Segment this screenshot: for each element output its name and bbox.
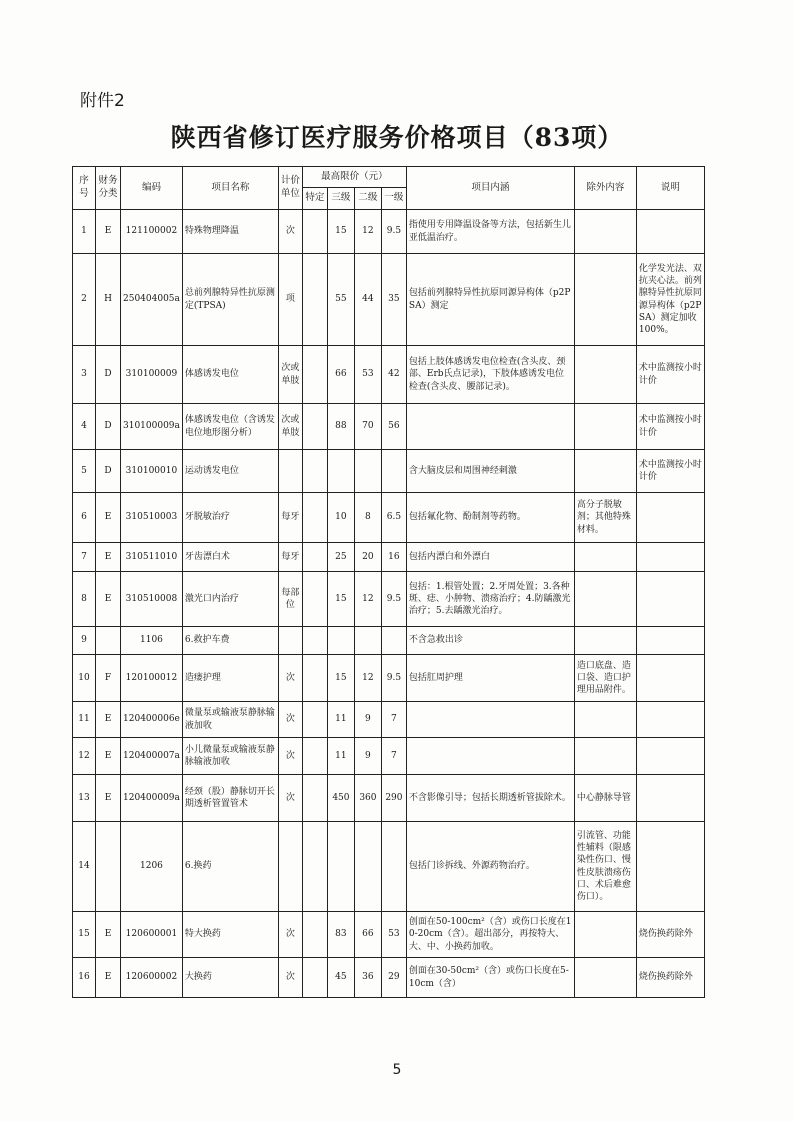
cell-special-price [302, 346, 327, 404]
cell-level3-price [327, 450, 354, 493]
cell-name: 牙齿漂白术 [182, 543, 278, 572]
cell-level3-price: 25 [327, 543, 354, 572]
cell-level3-price: 11 [327, 702, 354, 738]
cell-seq: 9 [73, 627, 96, 655]
col-note: 说明 [636, 167, 704, 210]
cell-category: E [96, 543, 121, 572]
cell-level1-price: 7 [381, 702, 406, 738]
cell-level1-price: 9.5 [381, 655, 406, 702]
cell-except [574, 738, 636, 775]
cell-code: 120400007a [121, 738, 183, 775]
cell-code: 310510003 [121, 493, 183, 543]
cell-name: 总前列腺特异性抗原测定(TPSA) [182, 254, 278, 346]
table-row [73, 210, 705, 254]
cell-note [636, 655, 704, 702]
cell-level2-price: 9 [354, 738, 381, 775]
cell-content [406, 404, 574, 450]
cell-content [406, 702, 574, 738]
cell-category: E [96, 958, 121, 998]
cell-code: 310511010 [121, 543, 183, 572]
cell-seq: 4 [73, 404, 96, 450]
cell-level1-price: 29 [381, 958, 406, 998]
cell-code: 1106 [121, 627, 183, 655]
cell-except: 造口底盘、造口袋、造口护理用品附件。 [574, 655, 636, 702]
table-row [73, 404, 705, 450]
cell-content: 包括上肢体感诱发电位检查(含头皮、颈部、Erb氏点记录)，下肢体感诱发电位检查(含头皮、腰部记录)。 [406, 346, 574, 404]
cell-name: 特大换药 [182, 912, 278, 958]
cell-name: 小儿微量泵或输液泵静脉输液加收 [182, 738, 278, 775]
cell-seq: 2 [73, 254, 96, 346]
cell-name: 大换药 [182, 958, 278, 998]
cell-note: 术中监测按小时计价 [636, 450, 704, 493]
cell-code: 121100002 [121, 210, 183, 254]
table-row [73, 572, 705, 627]
cell-level1-price: 9.5 [381, 572, 406, 627]
cell-level3-price: 55 [327, 254, 354, 346]
cell-seq: 10 [73, 655, 96, 702]
cell-content: 不含急救出诊 [406, 627, 574, 655]
cell-level2-price: 20 [354, 543, 381, 572]
cell-name: 运动诱发电位 [182, 450, 278, 493]
cell-level2-price: 53 [354, 346, 381, 404]
cell-note [636, 543, 704, 572]
cell-seq: 7 [73, 543, 96, 572]
cell-code: 310100009 [121, 346, 183, 404]
cell-level3-price: 15 [327, 210, 354, 254]
cell-special-price [302, 738, 327, 775]
cell-category: E [96, 738, 121, 775]
cell-note [636, 775, 704, 822]
cell-note: 术中监测按小时计价 [636, 346, 704, 404]
cell-name: 牙脱敏治疗 [182, 493, 278, 543]
table-row [73, 627, 705, 655]
page-number: 5 [392, 1062, 402, 1078]
cell-note [636, 738, 704, 775]
cell-level2-price: 360 [354, 775, 381, 822]
cell-unit: 次 [278, 912, 302, 958]
cell-category [96, 627, 121, 655]
cell-special-price [302, 543, 327, 572]
cell-level1-price [381, 627, 406, 655]
cell-special-price [302, 210, 327, 254]
col-unit: 计价单位 [278, 167, 302, 210]
cell-level1-price: 290 [381, 775, 406, 822]
cell-code: 310510008 [121, 572, 183, 627]
cell-level3-price: 11 [327, 738, 354, 775]
table-row [73, 822, 705, 912]
cell-level1-price: 7 [381, 738, 406, 775]
cell-category: E [96, 775, 121, 822]
cell-special-price [302, 958, 327, 998]
table-row [73, 493, 705, 543]
cell-unit: 每牙 [278, 543, 302, 572]
cell-note [636, 702, 704, 738]
cell-except [574, 572, 636, 627]
cell-except [574, 254, 636, 346]
cell-unit: 次或单肢 [278, 346, 302, 404]
table-row [73, 655, 705, 702]
col-except: 除外内容 [574, 167, 636, 210]
cell-level3-price [327, 822, 354, 912]
cell-category: D [96, 404, 121, 450]
cell-content: 包括门诊拆线、外源药物治疗。 [406, 822, 574, 912]
cell-level2-price: 12 [354, 655, 381, 702]
cell-code: 120400009a [121, 775, 183, 822]
cell-except [574, 912, 636, 958]
cell-code: 310100009a [121, 404, 183, 450]
table-row [73, 254, 705, 346]
table-body [73, 210, 705, 998]
table-row [73, 346, 705, 404]
cell-content: 含大脑皮层和周围神经刺激 [406, 450, 574, 493]
cell-level3-price: 450 [327, 775, 354, 822]
cell-note: 术中监测按小时计价 [636, 404, 704, 450]
cell-special-price [302, 254, 327, 346]
col-level1: 一级 [381, 188, 406, 210]
cell-seq: 12 [73, 738, 96, 775]
table-row [73, 702, 705, 738]
cell-name: 6.换药 [182, 822, 278, 912]
cell-category: D [96, 450, 121, 493]
cell-code: 120400006e [121, 702, 183, 738]
cell-unit: 每部位 [278, 572, 302, 627]
cell-special-price [302, 493, 327, 543]
cell-level1-price: 35 [381, 254, 406, 346]
cell-seq: 3 [73, 346, 96, 404]
cell-content: 包括前列腺特异性抗原同源异构体（p2PSA）测定 [406, 254, 574, 346]
cell-note [636, 822, 704, 912]
cell-level3-price: 10 [327, 493, 354, 543]
col-special: 特定 [302, 188, 327, 210]
cell-unit: 次 [278, 655, 302, 702]
cell-except [574, 702, 636, 738]
cell-content: 不含影像引导；包括长期透析管拔除术。 [406, 775, 574, 822]
cell-content: 包括肛周护理 [406, 655, 574, 702]
cell-seq: 14 [73, 822, 96, 912]
cell-level2-price: 36 [354, 958, 381, 998]
cell-unit [278, 822, 302, 912]
cell-unit: 每牙 [278, 493, 302, 543]
cell-code: 310100010 [121, 450, 183, 493]
cell-level3-price: 83 [327, 912, 354, 958]
page-title: 陕西省修订医疗服务价格项目（83项） [170, 123, 624, 152]
cell-name: 激光口内治疗 [182, 572, 278, 627]
cell-seq: 1 [73, 210, 96, 254]
cell-name: 6.救护车费 [182, 627, 278, 655]
cell-seq: 13 [73, 775, 96, 822]
cell-category: H [96, 254, 121, 346]
cell-name: 体感诱发电位（含诱发电位地形图分析） [182, 404, 278, 450]
cell-except [574, 958, 636, 998]
cell-category: E [96, 572, 121, 627]
cell-note [636, 627, 704, 655]
cell-except [574, 450, 636, 493]
cell-level2-price: 12 [354, 572, 381, 627]
cell-unit: 次 [278, 958, 302, 998]
cell-level1-price: 53 [381, 912, 406, 958]
cell-special-price [302, 822, 327, 912]
cell-name: 经颈（股）静脉切开长期透析管置管术 [182, 775, 278, 822]
cell-note [636, 493, 704, 543]
cell-unit: 项 [278, 254, 302, 346]
col-code: 编码 [121, 167, 183, 210]
cell-name: 微量泵或输液泵静脉输液加收 [182, 702, 278, 738]
cell-code: 120100012 [121, 655, 183, 702]
cell-note: 烧伤换药除外 [636, 958, 704, 998]
cell-level3-price: 45 [327, 958, 354, 998]
cell-except [574, 346, 636, 404]
cell-content: 创面在50-100cm²（含）或伤口长度在10-20cm（含）。超出部分，再按特大、大、中、小换药加收。 [406, 912, 574, 958]
cell-content: 指使用专用降温设备等方法，包括新生儿亚低温治疗。 [406, 210, 574, 254]
cell-special-price [302, 572, 327, 627]
cell-content [406, 738, 574, 775]
col-seq: 序号 [73, 167, 96, 210]
cell-except [574, 404, 636, 450]
col-content: 项目内涵 [406, 167, 574, 210]
cell-category: E [96, 912, 121, 958]
cell-unit [278, 627, 302, 655]
cell-code: 250404005a [121, 254, 183, 346]
cell-seq: 5 [73, 450, 96, 493]
cell-level1-price: 6.5 [381, 493, 406, 543]
cell-except [574, 210, 636, 254]
cell-level1-price [381, 822, 406, 912]
cell-except: 引流管、功能性辅料（限感染性伤口、慢性皮肤溃疡伤口、术后难愈伤口）。 [574, 822, 636, 912]
cell-level3-price: 66 [327, 346, 354, 404]
cell-special-price [302, 655, 327, 702]
cell-content: 包括内漂白和外漂白 [406, 543, 574, 572]
cell-unit: 次 [278, 210, 302, 254]
cell-category: E [96, 493, 121, 543]
cell-unit: 次或单肢 [278, 404, 302, 450]
cell-category: E [96, 702, 121, 738]
cell-level2-price [354, 450, 381, 493]
cell-level2-price: 8 [354, 493, 381, 543]
cell-unit: 次 [278, 775, 302, 822]
cell-name: 特殊物理降温 [182, 210, 278, 254]
col-name: 项目名称 [182, 167, 278, 210]
cell-code: 120600001 [121, 912, 183, 958]
cell-content: 包括氟化物、酚制剂等药物。 [406, 493, 574, 543]
cell-code: 120600002 [121, 958, 183, 998]
cell-level1-price: 56 [381, 404, 406, 450]
cell-special-price [302, 702, 327, 738]
cell-note [636, 210, 704, 254]
col-level3: 三级 [327, 188, 354, 210]
cell-category [96, 822, 121, 912]
cell-level3-price: 88 [327, 404, 354, 450]
cell-seq: 15 [73, 912, 96, 958]
cell-level1-price [381, 450, 406, 493]
cell-level1-price: 16 [381, 543, 406, 572]
cell-level3-price [327, 627, 354, 655]
header-row-1 [73, 167, 705, 188]
cell-name: 体感诱发电位 [182, 346, 278, 404]
price-table [72, 166, 705, 998]
cell-special-price [302, 404, 327, 450]
cell-category: F [96, 655, 121, 702]
cell-level3-price: 15 [327, 655, 354, 702]
cell-except [574, 627, 636, 655]
table-row [73, 738, 705, 775]
cell-special-price [302, 775, 327, 822]
cell-unit [278, 450, 302, 493]
cell-seq: 6 [73, 493, 96, 543]
cell-level2-price: 66 [354, 912, 381, 958]
cell-seq: 11 [73, 702, 96, 738]
attachment-label: 附件2 [80, 91, 125, 111]
table-row [73, 958, 705, 998]
col-category: 财务分类 [96, 167, 121, 210]
cell-level1-price: 42 [381, 346, 406, 404]
cell-level1-price: 9.5 [381, 210, 406, 254]
cell-special-price [302, 912, 327, 958]
table-row [73, 543, 705, 572]
cell-level2-price [354, 822, 381, 912]
cell-level2-price: 12 [354, 210, 381, 254]
col-level2: 二级 [354, 188, 381, 210]
cell-level2-price: 9 [354, 702, 381, 738]
cell-seq: 8 [73, 572, 96, 627]
cell-seq: 16 [73, 958, 96, 998]
cell-except [574, 543, 636, 572]
table-row [73, 450, 705, 493]
cell-except: 高分子脱敏剂；其他特殊材料。 [574, 493, 636, 543]
cell-category: E [96, 210, 121, 254]
cell-level2-price: 44 [354, 254, 381, 346]
cell-code: 1206 [121, 822, 183, 912]
cell-note [636, 572, 704, 627]
cell-content: 创面在30-50cm²（含）或伤口长度在5-10cm（含） [406, 958, 574, 998]
cell-level3-price: 15 [327, 572, 354, 627]
cell-except: 中心静脉导管 [574, 775, 636, 822]
table-row [73, 775, 705, 822]
cell-note: 烧伤换药除外 [636, 912, 704, 958]
cell-special-price [302, 450, 327, 493]
cell-level2-price [354, 627, 381, 655]
cell-category: D [96, 346, 121, 404]
cell-special-price [302, 627, 327, 655]
col-max-price: 最高限价（元） [302, 167, 406, 188]
cell-name: 造瘘护理 [182, 655, 278, 702]
table-row [73, 912, 705, 958]
cell-unit: 次 [278, 702, 302, 738]
cell-unit: 次 [278, 738, 302, 775]
cell-level2-price: 70 [354, 404, 381, 450]
cell-content: 包括：1.根管处置；2.牙周处置；3.各种斑、痣、小肿物、溃疡治疗；4.防龋激光治疗；5.去龋激光治疗。 [406, 572, 574, 627]
cell-note: 化学发光法、双抗夹心法。前列腺特异性抗原同源异构体（p2PSA）测定加收100%。 [636, 254, 704, 346]
